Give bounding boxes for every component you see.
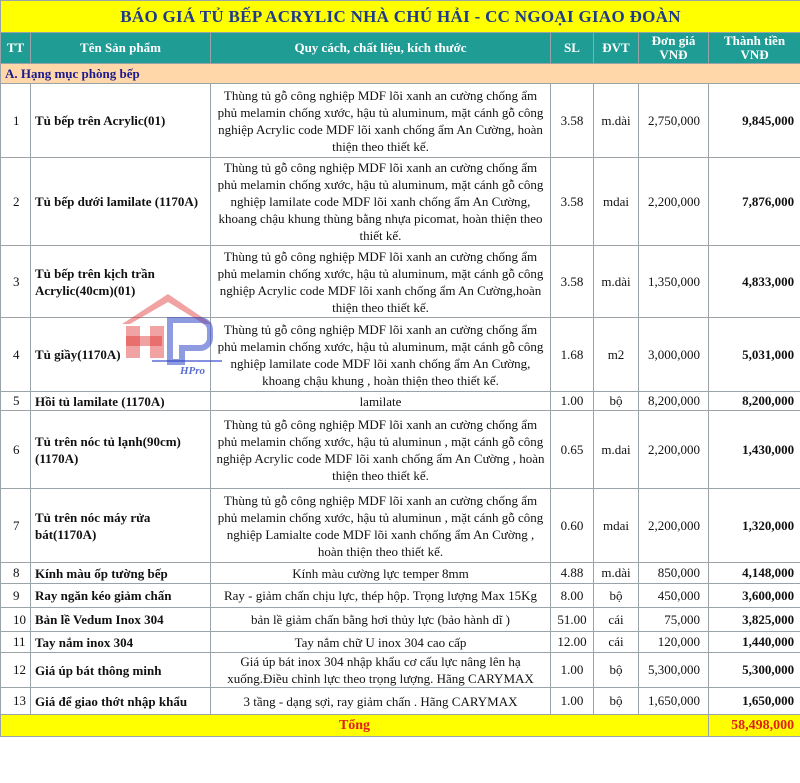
quantity: 1.68 (551, 318, 594, 392)
table-row (1, 632, 800, 653)
product-spec: Thùng tủ gỗ công nghiệp MDF lõi xanh an cường chống ẩm phủ melamin chống xước, hậu tủ aluminum, mặt cánh gỗ công nghiệp Acrylic code MDF lõi xanh chống ẩm An Cường, hoàn thiện theo thiết kế. (211, 84, 551, 158)
p-shape (170, 320, 210, 362)
quantity: 1.00 (551, 688, 594, 715)
line-total: 1,440,000 (709, 632, 800, 653)
line-total: 5,031,000 (709, 318, 800, 392)
table-row (1, 411, 800, 489)
product-name: Giá để giao thớt nhập khẩu (31, 688, 211, 715)
product-spec: Giá úp bát inox 304 nhập khẩu cơ cấu lực nâng lên hạ xuống.Điều chỉnh lực theo trọng lượng. Hãng CARYMAX (211, 653, 551, 688)
product-spec: 3 tầng - dạng sợi, ray giảm chấn . Hãng CARYMAX (211, 688, 551, 715)
line-total: 3,600,000 (709, 584, 800, 608)
product-name: Tay nắm inox 304 (31, 632, 211, 653)
quantity: 0.60 (551, 489, 594, 563)
unit-price: 2,200,000 (639, 158, 709, 246)
line-total: 1,430,000 (709, 411, 800, 489)
product-name: Hồi tủ lamilate (1170A) (31, 392, 211, 411)
unit: cái (594, 632, 639, 653)
unit: bộ (594, 584, 639, 608)
unit-price: 3,000,000 (639, 318, 709, 392)
header-spec: Quy cách, chất liệu, kích thước (211, 33, 551, 64)
line-total: 7,876,000 (709, 158, 800, 246)
table-row (1, 608, 800, 632)
underline (152, 360, 222, 362)
quantity: 0.65 (551, 411, 594, 489)
header-name: Tên Sản phẩm (31, 33, 211, 64)
row-index: 6 (1, 411, 31, 489)
product-name: Tủ giầy(1170A) (31, 318, 211, 392)
unit-price: 75,000 (639, 608, 709, 632)
header-total-l1: Thành tiền (724, 33, 786, 48)
row-index: 9 (1, 584, 31, 608)
row-index: 3 (1, 246, 31, 318)
product-name: Tủ bếp trên kịch trần Acrylic(40cm)(01) (31, 246, 211, 318)
row-index: 11 (1, 632, 31, 653)
row-index: 5 (1, 392, 31, 411)
unit-price: 1,350,000 (639, 246, 709, 318)
table-row (1, 392, 800, 411)
header-price-l2: VNĐ (659, 47, 688, 62)
product-name: Tủ trên nóc máy rửa bát(1170A) (31, 489, 211, 563)
product-name: Tủ bếp dưới lamilate (1170A) (31, 158, 211, 246)
brand-text: HPro (180, 365, 206, 377)
unit: m.dài (594, 246, 639, 318)
table-row (1, 84, 800, 158)
table-row (1, 653, 800, 688)
quantity: 12.00 (551, 632, 594, 653)
row-index: 4 (1, 318, 31, 392)
header-price-l1: Đơn giá (651, 33, 696, 48)
row-index: 2 (1, 158, 31, 246)
quantity: 1.00 (551, 392, 594, 411)
unit-price: 5,300,000 (639, 653, 709, 688)
product-name: Bản lề Vedum Inox 304 (31, 608, 211, 632)
quantity: 3.58 (551, 84, 594, 158)
row-index: 12 (1, 653, 31, 688)
product-name: Tủ bếp trên Acrylic(01) (31, 84, 211, 158)
product-spec: Thùng tủ gỗ công nghiệp MDF lõi xanh an cường chống ẩm phủ melamin chống xước, hậu tủ aluminum, mặt cánh gỗ công nghiệp Acrylic code MDF lõi xanh chống ẩm An Cường,hoàn thiện theo thiết kế. (211, 246, 551, 318)
unit-price: 8,200,000 (639, 392, 709, 411)
unit-price: 2,200,000 (639, 489, 709, 563)
unit: m2 (594, 318, 639, 392)
line-total: 9,845,000 (709, 84, 800, 158)
product-name: Giá úp bát thông minh (31, 653, 211, 688)
quantity: 4.88 (551, 563, 594, 584)
line-total: 5,300,000 (709, 653, 800, 688)
product-spec: Thùng tủ gỗ công nghiệp MDF lõi xanh an cường chống ẩm phủ melamin chống xước, hậu tủ aluminun , mặt cánh gỗ công nghiệp Acrylic code MDF lõi xanh chống ẩm An Cường , hoàn thiện theo thiết kế. (211, 411, 551, 489)
table-row (1, 563, 800, 584)
product-spec: Thùng tủ gỗ công nghiệp MDF lõi xanh an cường chống ẩm phủ melamin chống xước, hậu tủ aluminum, mặt cánh gỗ công nghiệp lamilate code MDF lõi xanh chống ẩm An Cường, khoang chậu khung , hoàn thiện theo thiết kế. (211, 318, 551, 392)
unit: mdai (594, 158, 639, 246)
total-amount: 58,498,000 (709, 715, 800, 737)
unit: m.dài (594, 563, 639, 584)
product-spec: Thùng tủ gỗ công nghiệp MDF lõi xanh an cường chống ẩm phủ melamin chống xước, hậu tủ aluminum, mặt cánh gỗ công nghiệp lamilate code MDF lõi xanh chống ẩm An Cường, khoang chậu khung thùng bằng nhựa picomat, hoàn thiện theo thiết kế. (211, 158, 551, 246)
unit: mdai (594, 489, 639, 563)
table-row (1, 489, 800, 563)
line-total: 4,833,000 (709, 246, 800, 318)
unit-price: 120,000 (639, 632, 709, 653)
section-row (1, 64, 800, 84)
header-price (639, 33, 709, 64)
unit-price: 2,200,000 (639, 411, 709, 489)
line-total: 4,148,000 (709, 563, 800, 584)
product-name: Ray ngăn kéo giảm chấn (31, 584, 211, 608)
row-index: 1 (1, 84, 31, 158)
header-dvt: ĐVT (594, 33, 639, 64)
line-total: 8,200,000 (709, 392, 800, 411)
header-total (709, 33, 800, 64)
line-total: 3,825,000 (709, 608, 800, 632)
line-total: 1,650,000 (709, 688, 800, 715)
section-title: A. Hạng mục phòng bếp (1, 64, 800, 84)
unit: bộ (594, 688, 639, 715)
row-index: 13 (1, 688, 31, 715)
table-row (1, 584, 800, 608)
product-name: Kính màu ốp tường bếp (31, 563, 211, 584)
quantity: 1.00 (551, 653, 594, 688)
total-label: Tổng (1, 715, 709, 737)
product-spec: lamilate (211, 392, 551, 411)
header-total-l2: VNĐ (740, 47, 769, 62)
quantity: 8.00 (551, 584, 594, 608)
unit-price: 1,650,000 (639, 688, 709, 715)
hpro-watermark-logo (112, 290, 224, 378)
total-row (1, 715, 800, 737)
product-name: Tủ trên nóc tủ lạnh(90cm)(1170A) (31, 411, 211, 489)
unit-price: 2,750,000 (639, 84, 709, 158)
line-total: 1,320,000 (709, 489, 800, 563)
h-right-bar (150, 326, 164, 358)
product-spec: Tay nắm chữ U inox 304 cao cấp (211, 632, 551, 653)
row-index: 7 (1, 489, 31, 563)
unit: cái (594, 608, 639, 632)
unit-price: 450,000 (639, 584, 709, 608)
sheet-title: BÁO GIÁ TỦ BẾP ACRYLIC NHÀ CHÚ HẢI - CC NGOẠI GIAO ĐOÀN (1, 1, 800, 33)
table-row (1, 688, 800, 715)
unit: m.dai (594, 411, 639, 489)
table-row (1, 158, 800, 246)
product-spec: Ray - giảm chấn chịu lực, thép hộp. Trọng lượng Max 15Kg (211, 584, 551, 608)
unit-price: 850,000 (639, 563, 709, 584)
quantity: 3.58 (551, 158, 594, 246)
quantity: 3.58 (551, 246, 594, 318)
unit: m.dài (594, 84, 639, 158)
unit: bộ (594, 392, 639, 411)
header-row (1, 33, 800, 64)
product-spec: Kính màu cường lực temper 8mm (211, 563, 551, 584)
unit: bộ (594, 653, 639, 688)
quantity: 51.00 (551, 608, 594, 632)
product-spec: Thùng tủ gỗ công nghiệp MDF lõi xanh an cường chống ẩm phủ melamin chống xước, hậu tủ aluminun , mặt cánh gỗ công nghiệp Lamialte code MDF lõi xanh chống ẩm An Cường , hoàn thiện theo thiết kế. (211, 489, 551, 563)
header-tt: TT (1, 33, 31, 64)
row-index: 8 (1, 563, 31, 584)
product-spec: bản lề giảm chấn bằng hơi thủy lực (bảo hành dĩ ) (211, 608, 551, 632)
row-index: 10 (1, 608, 31, 632)
header-sl: SL (551, 33, 594, 64)
